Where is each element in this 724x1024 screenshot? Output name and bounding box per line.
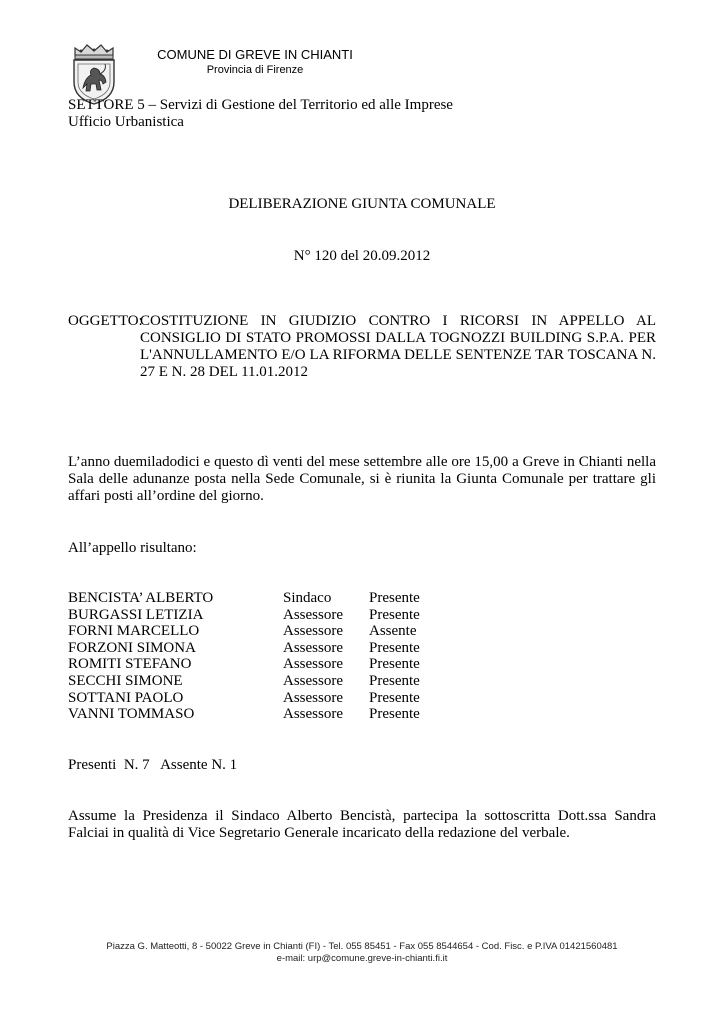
- member-role: Assessore: [283, 639, 343, 656]
- footer-address: Piazza G. Matteotti, 8 - 50022 Greve in Chianti (FI) - Tel. 055 85451 - Fax 055 8544654 - Cod. Fisc. e P.IVA 01421560481: [106, 941, 618, 952]
- member-name: ROMITI STEFANO: [68, 656, 192, 673]
- member-name: BURGASSI LETIZIA: [68, 606, 204, 623]
- member-name: BENCISTA’ ALBERTO: [68, 590, 214, 606]
- appello-line: All’appello risultano:: [68, 540, 197, 556]
- member-name: SECCHI SIMONE: [68, 672, 183, 689]
- presidenza-paragraph: Assume la Presidenza il Sindaco Alberto Bencistà, partecipa la sottoscritta Dott.ssa Sandra Falciai in qualità di Vice Segretario Generale incaricato della redazione del verbale.: [68, 808, 656, 841]
- member-status: Presente: [369, 590, 420, 606]
- document-title: DELIBERAZIONE GIUNTA COMUNALE: [228, 196, 496, 212]
- member-name: VANNI TOMMASO: [68, 706, 195, 723]
- member-role: Assessore: [283, 606, 343, 623]
- member-status: Presente: [369, 672, 420, 689]
- member-status: Presente: [369, 706, 420, 723]
- member-name: SOTTANI PAOLO: [68, 689, 184, 706]
- member-role: Assessore: [283, 689, 343, 706]
- oggetto-text: COSTITUZIONE IN GIUDIZIO CONTRO I RICORSI IN APPELLO AL CONSIGLIO DI STATO PROMOSSI DALLA TOGNOZZI BUILDING S.P.A. PER L'ANNULLAMENTO E/O LA RIFORMA DELLE SENTENZE TAR TOSCANA N. 27 E N. 28 DEL 11.01.2012: [140, 313, 656, 380]
- member-name: FORZONI SIMONA: [68, 639, 196, 656]
- member-role: Assessore: [283, 656, 343, 673]
- member-status: Presente: [369, 656, 420, 673]
- ufficio-line: Ufficio Urbanistica: [68, 114, 184, 130]
- member-role: Assessore: [283, 706, 343, 723]
- footer-email: e-mail: urp@comune.greve-in-chianti.fi.it: [276, 953, 448, 964]
- provincia-subheading: Provincia di Firenze: [206, 64, 304, 76]
- member-role: Assessore: [283, 623, 343, 640]
- member-role: Assessore: [283, 672, 343, 689]
- member-name: FORNI MARCELLO: [68, 623, 200, 640]
- member-role: Sindaco: [283, 590, 332, 606]
- intro-paragraph: L’anno duemiladodici e questo dì venti del mese settembre alle ore 15,00 a Greve in Chianti nella Sala delle adunanze posta nella Sede Comunale, si è riunita la Giunta Comunale per trattare gli affari posti all’ordine del giorno.: [68, 454, 656, 504]
- attendance-summary: Presenti N. 7 Assente N. 1: [68, 757, 238, 773]
- deliberation-number: N° 120 del 20.09.2012: [293, 248, 431, 264]
- member-status: Presente: [369, 689, 420, 706]
- oggetto-label: OGGETTO:: [68, 313, 143, 329]
- member-status: Presente: [369, 639, 420, 656]
- member-status: Assente: [369, 623, 417, 640]
- settore-block: [68, 97, 453, 131]
- comune-heading: COMUNE DI GREVE IN CHIANTI: [157, 47, 353, 62]
- member-status: Presente: [369, 606, 420, 623]
- settore-line: SETTORE 5 – Servizi di Gestione del Territorio ed alle Imprese: [68, 97, 453, 113]
